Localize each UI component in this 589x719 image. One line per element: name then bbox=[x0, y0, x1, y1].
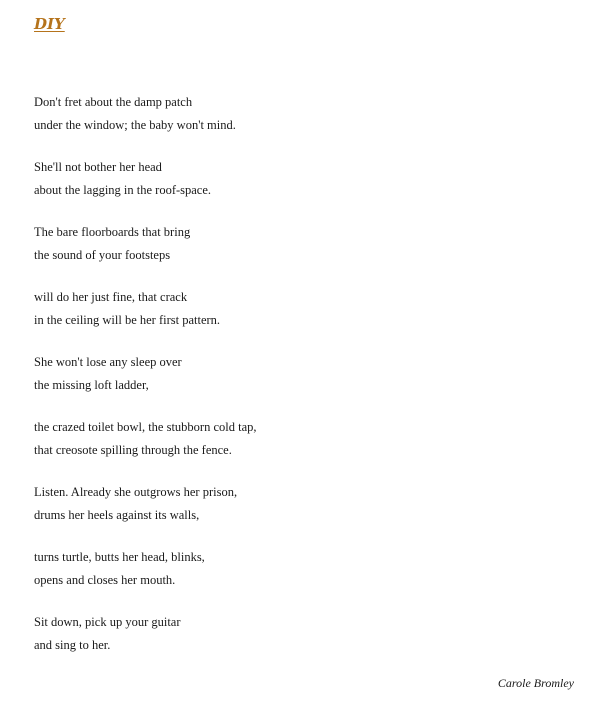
poem-line: She won't lose any sleep over bbox=[34, 355, 182, 369]
stanza-1 bbox=[34, 91, 554, 137]
stanza-7 bbox=[34, 481, 554, 527]
poem-line: Sit down, pick up your guitar bbox=[34, 615, 181, 629]
poem-line: under the window; the baby won't mind. bbox=[34, 118, 236, 132]
poem-line: turns turtle, butts her head, blinks, bbox=[34, 550, 205, 564]
stanza-6 bbox=[34, 416, 554, 462]
poem-line: Don't fret about the damp patch bbox=[34, 95, 193, 109]
poem-line: opens and closes her mouth. bbox=[34, 573, 176, 587]
poem-line: drums her heels against its walls, bbox=[34, 508, 200, 522]
stanza-3 bbox=[34, 221, 554, 267]
author-name: Carole Bromley bbox=[497, 676, 574, 690]
stanza-8 bbox=[34, 546, 554, 592]
stanza-4 bbox=[34, 286, 554, 332]
poem-title: DIY bbox=[34, 15, 65, 33]
poem-line: that creosote spilling through the fence. bbox=[34, 443, 232, 457]
poem-line: and sing to her. bbox=[34, 638, 111, 652]
poem-line: will do her just fine, that crack bbox=[34, 290, 188, 304]
stanza-2 bbox=[34, 156, 554, 202]
poem-body bbox=[34, 91, 554, 676]
poem-line: about the lagging in the roof-space. bbox=[34, 183, 212, 197]
poem-line: in the ceiling will be her first pattern. bbox=[34, 313, 221, 327]
stanza-5 bbox=[34, 351, 554, 397]
poem-line: She'll not bother her head bbox=[34, 160, 162, 174]
poem-line: The bare floorboards that bring bbox=[34, 225, 191, 239]
poem-line: the missing loft ladder, bbox=[34, 378, 149, 392]
stanza-9 bbox=[34, 611, 554, 657]
poem-line: Listen. Already she outgrows her prison, bbox=[34, 485, 238, 499]
poem-line: the sound of your footsteps bbox=[34, 248, 171, 262]
poem-line: the crazed toilet bowl, the stubborn cold tap, bbox=[34, 420, 257, 434]
